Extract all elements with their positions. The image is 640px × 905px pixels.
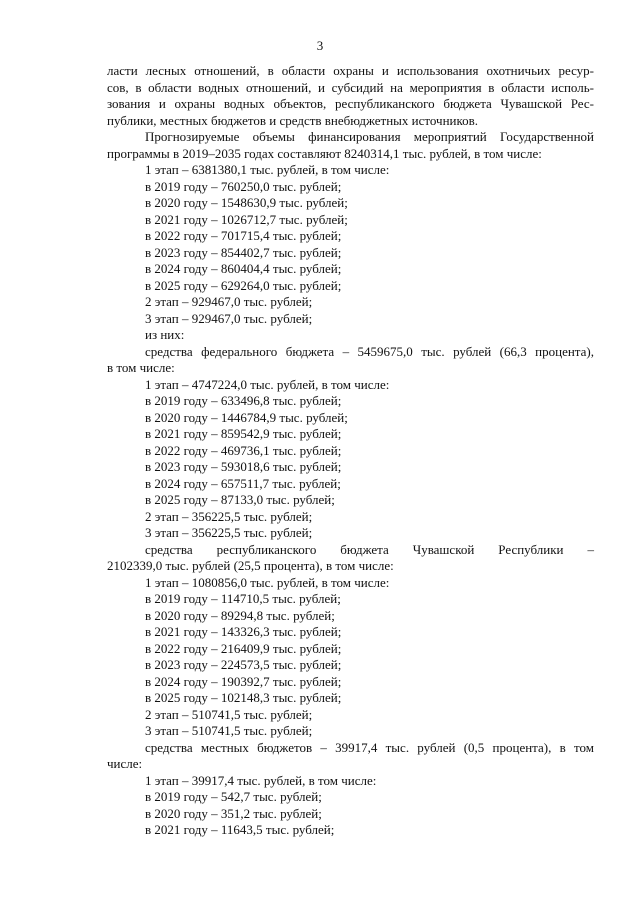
text-line: 2 этап – 929467,0 тыс. рублей; [145, 294, 313, 309]
text-line: в 2020 году – 1446784,9 тыс. рублей; [145, 409, 348, 425]
text-line: в 2024 году – 860404,4 тыс. рублей; [145, 261, 342, 276]
text-line: в 2025 году – 87133,0 тыс. рублей; [145, 492, 335, 507]
text-line: в 2025 году – 629264,0 тыс. рублей; [145, 277, 342, 293]
text-line: в 2022 году – 469736,1 тыс. рублей; [145, 442, 342, 458]
text-line: средства республиканского бюджета Чувашской Республики – [145, 541, 594, 557]
text-line: 1 этап – 1080856,0 тыс. рублей, в том числе: [145, 574, 390, 590]
text-line: в 2022 году – 216409,9 тыс. рублей; [145, 640, 342, 656]
text-line: 1 этап – 4747224,0 тыс. рублей, в том числе: [145, 376, 390, 392]
text-line: в 2025 году – 102148,3 тыс. рублей; [145, 690, 342, 705]
text-line: в 2019 году – 114710,5 тыс. рублей; [145, 591, 341, 606]
text-line: в 2023 году – 593018,6 тыс. рублей; [145, 459, 342, 474]
text-line: в 2023 году – 854402,7 тыс. рублей; [145, 244, 342, 260]
document-body [107, 63, 594, 839]
text-line: 3 этап – 356225,5 тыс. рублей; [145, 525, 313, 540]
text-line: в 2021 году – 11643,5 тыс. рублей; [145, 822, 335, 837]
text-line: в 2020 году – 89294,8 тыс. рублей; [145, 607, 335, 623]
text-line: 2102339,0 тыс. рублей (25,5 процента), в том числе: [107, 558, 394, 573]
text-line: в том числе: [107, 360, 175, 375]
text-line: в 2024 году – 657511,7 тыс. рублей; [145, 475, 341, 491]
text-line: в 2022 году – 701715,4 тыс. рублей; [145, 228, 342, 243]
text-line: 3 этап – 929467,0 тыс. рублей; [145, 310, 313, 326]
text-line: в 2024 году – 190392,7 тыс. рублей; [145, 673, 342, 689]
text-line: в 2019 году – 633496,8 тыс. рублей; [145, 393, 342, 408]
text-line: в 2020 году – 351,2 тыс. рублей; [145, 805, 322, 821]
text-line: публики, местных бюджетов и средств внебюджетных источников. [107, 112, 479, 128]
text-line: из них: [145, 327, 185, 342]
text-line: в 2019 году – 760250,0 тыс. рублей; [145, 178, 342, 194]
text-line: в 2021 году – 1026712,7 тыс. рублей; [145, 211, 348, 227]
text-line: в 2021 году – 143326,3 тыс. рублей; [145, 624, 342, 639]
text-line: в 2023 году – 224573,5 тыс. рублей; [145, 657, 342, 672]
text-line: в 2020 году – 1548630,9 тыс. рублей; [145, 195, 348, 210]
text-line: зования и охраны водных объектов, республиканского бюджета Чувашской Рес- [107, 96, 594, 111]
text-line: 1 этап – 39917,4 тыс. рублей, в том числе: [145, 772, 377, 788]
text-line: в 2019 году – 542,7 тыс. рублей; [145, 789, 322, 804]
text-line: средства федерального бюджета – 5459675,0 тыс. рублей (66,3 процента), [145, 343, 594, 359]
text-line: программы в 2019–2035 годах составляют 8240314,1 тыс. рублей, в том числе: [107, 145, 542, 161]
text-line: средства местных бюджетов – 39917,4 тыс. рублей (0,5 процента), в том [145, 739, 594, 755]
text-line: 2 этап – 510741,5 тыс. рублей; [145, 706, 313, 722]
text-line: 2 этап – 356225,5 тыс. рублей; [145, 508, 313, 524]
text-line: 1 этап – 6381380,1 тыс. рублей, в том числе: [145, 162, 390, 177]
text-line: 3 этап – 510741,5 тыс. рублей; [145, 723, 313, 738]
page-number: 3 [316, 38, 324, 53]
text-line: сов, в области водных отношений, и субсидий на мероприятия в области исполь- [107, 79, 594, 95]
text-line: в 2021 году – 859542,9 тыс. рублей; [145, 426, 342, 441]
text-line: Прогнозируемые объемы финансирования мероприятий Государственной [145, 129, 594, 144]
text-line: числе: [107, 756, 143, 771]
text-line: ласти лесных отношений, в области охраны и использования охотничьих ресур- [107, 63, 594, 78]
